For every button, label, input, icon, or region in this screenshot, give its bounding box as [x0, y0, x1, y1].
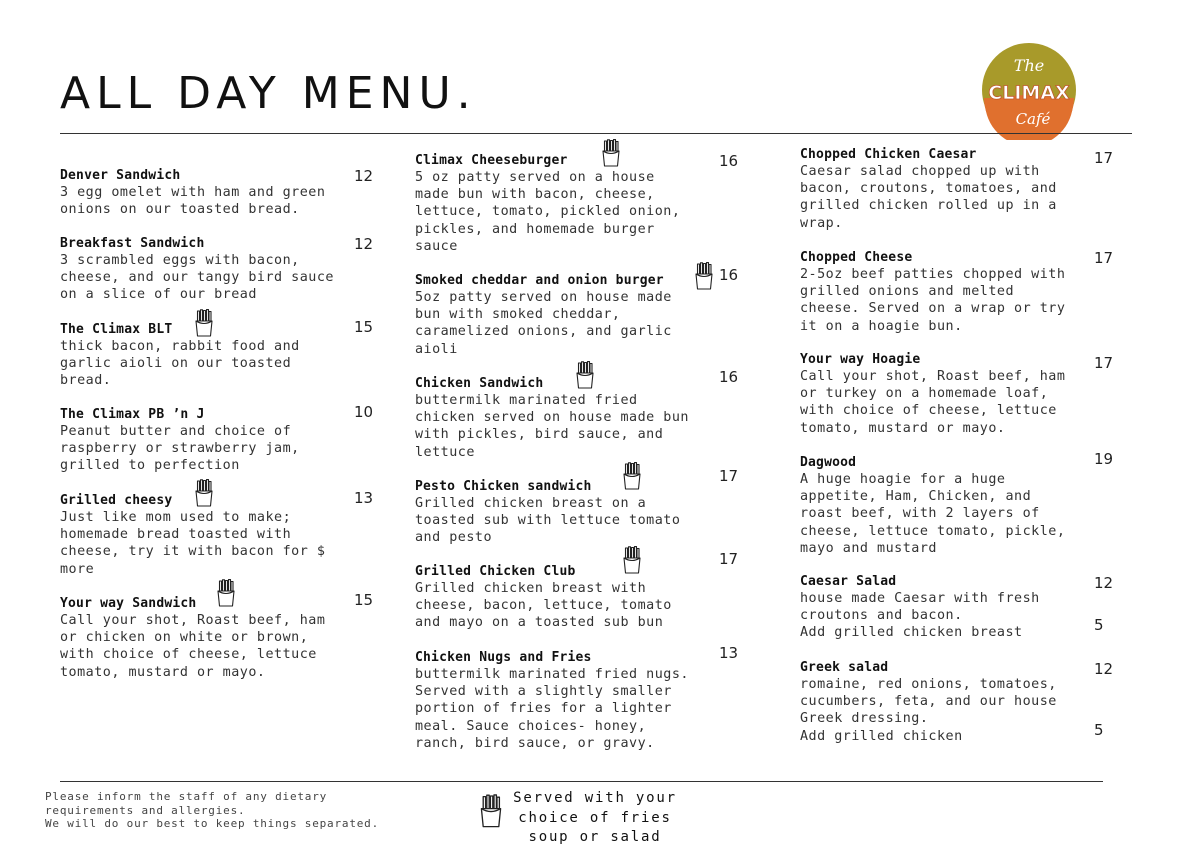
item-price: 12 [1094, 574, 1114, 592]
item-name: Chopped Cheese [800, 250, 913, 265]
fries-icon [575, 361, 595, 389]
menu-item-grilled-cheesy [60, 492, 325, 578]
item-description: buttermilk marinated fried nugs. Served with a slightly smaller portion of fries for a lighter meal. Sauce choices- honey, ranch, bird sauce, or gravy. [415, 667, 689, 751]
menu-item-dagwood [800, 454, 1065, 557]
item-name: The Climax PB ’n J [60, 407, 205, 422]
menu-item-your-way-sandwich [60, 595, 325, 681]
menu-title: ALL DAY MENU. [60, 68, 477, 119]
item-price: 12 [354, 167, 374, 185]
item-description: thick bacon, rabbit food and garlic aioli on our toasted bread. [60, 339, 300, 389]
menu-item-smoked-cheddar-onion-burger [415, 272, 672, 358]
item-name: Grilled Chicken Club [415, 564, 576, 579]
climax-cafe-logo [979, 40, 1079, 140]
menu-item-denver-sandwich [60, 167, 325, 218]
menu-item-chicken-nugs-and-fries [415, 649, 689, 752]
allergy-note: Please inform the staff of any dietary requirements and allergies. We will do our best to keep things separated. [45, 790, 380, 830]
item-price: 16 [719, 368, 739, 386]
served-with-note: Served with your choice of fries soup or salad [513, 790, 677, 845]
item-name: Caesar Salad [800, 574, 897, 589]
item-name: Chicken Nugs and Fries [415, 650, 592, 665]
item-price: 16 [719, 266, 739, 284]
menu-item-breakfast-sandwich [60, 235, 334, 304]
item-description: 5oz patty served on house made bun with smoked cheddar, caramelized onions, and garlic aioli [415, 290, 672, 357]
item-price: 13 [354, 489, 374, 507]
item-price: 12 [354, 235, 374, 253]
menu-item-climax-cheeseburger [415, 152, 680, 255]
item-price: 15 [354, 591, 374, 609]
addon-price: 5 [1094, 616, 1104, 634]
item-description: 3 scrambled eggs with bacon, cheese, and our tangy bird sauce on a slice of our bread [60, 253, 334, 303]
item-price: 17 [1094, 249, 1114, 267]
menu-item-chopped-cheese [800, 249, 1065, 335]
item-price: 13 [719, 644, 739, 662]
addon-price: 5 [1094, 721, 1104, 739]
fries-icon [479, 794, 503, 828]
fries-icon [601, 139, 621, 167]
item-description: Call your shot, Roast beef, ham or chicken on white or brown, with choice of cheese, lettuce tomato, mustard or mayo. [60, 613, 326, 680]
item-description: Just like mom used to make; homemade bread toasted with cheese, try it with bacon for $ more [60, 510, 326, 577]
fries-icon [694, 262, 714, 290]
svg-text:Café: Café [1015, 110, 1051, 128]
menu-item-caesar-salad [800, 573, 1040, 642]
item-name: Your way Hoagie [800, 352, 921, 367]
item-name: The Climax BLT [60, 322, 173, 337]
menu-item-chopped-chicken-caesar [800, 146, 1057, 232]
item-description: Caesar salad chopped up with bacon, croutons, tomatoes, and grilled chicken rolled up in a wrap. [800, 164, 1057, 231]
menu-item-chicken-sandwich [415, 375, 689, 461]
item-price: 10 [354, 403, 374, 421]
item-description: Call your shot, Roast beef, ham or turkey on a homemade loaf, with choice of cheese, lettuce tomato, mustard or mayo. [800, 369, 1066, 436]
item-name: Grilled cheesy [60, 493, 173, 508]
item-price: 15 [354, 318, 374, 336]
item-name: Greek salad [800, 660, 889, 675]
footer-divider [60, 781, 1103, 782]
fries-icon [622, 546, 642, 574]
item-price: 16 [719, 152, 739, 170]
fries-icon [216, 579, 236, 607]
item-name: Your way Sandwich [60, 596, 197, 611]
item-name: Climax Cheeseburger [415, 153, 568, 168]
item-description: Peanut butter and choice of raspberry or strawberry jam, grilled to perfection [60, 424, 300, 474]
item-description: romaine, red onions, tomatoes, cucumbers, feta, and our house Greek dressing. Add grilled chicken [800, 677, 1057, 744]
item-description: 3 egg omelet with ham and green onions on our toasted bread. [60, 185, 326, 218]
item-description: 2-5oz beef patties chopped with grilled onions and melted cheese. Served on a wrap or try it on a hoagie bun. [800, 267, 1066, 334]
item-name: Pesto Chicken sandwich [415, 479, 592, 494]
item-price: 17 [1094, 354, 1114, 372]
item-name: Chopped Chicken Caesar [800, 147, 977, 162]
item-name: Dagwood [800, 455, 857, 470]
item-description: Grilled chicken breast with cheese, bacon, lettuce, tomato and mayo on a toasted sub bun [415, 581, 672, 631]
item-description: Grilled chicken breast on a toasted sub with lettuce tomato and pesto [415, 496, 681, 546]
svg-text:CLIMAX: CLIMAX [988, 82, 1070, 104]
fries-icon [194, 479, 214, 507]
item-name: Denver Sandwich [60, 168, 181, 183]
item-description: A huge hoagie for a huge appetite, Ham, Chicken, and roast beef, with 2 layers of cheese, lettuce tomato, pickle, mayo and mustard [800, 472, 1066, 556]
item-name: Chicken Sandwich [415, 376, 544, 391]
menu-item-climax-pb-n-j [60, 406, 300, 475]
item-description: house made Caesar with fresh croutons and bacon. Add grilled chicken breast [800, 591, 1040, 641]
item-price: 17 [719, 550, 739, 568]
item-price: 19 [1094, 450, 1114, 468]
item-description: buttermilk marinated fried chicken served on house made bun with pickles, bird sauce, and lettuce [415, 393, 689, 460]
item-price: 17 [1094, 149, 1114, 167]
menu-item-greek-salad [800, 659, 1057, 745]
fries-icon [622, 462, 642, 490]
item-price: 12 [1094, 660, 1114, 678]
menu-item-climax-blt [60, 321, 300, 390]
svg-text:The: The [1013, 56, 1045, 75]
item-name: Smoked cheddar and onion burger [415, 273, 664, 288]
item-description: 5 oz patty served on a house made bun with bacon, cheese, lettuce, tomato, pickled onion, pickles, and homemade burger sauce [415, 170, 681, 254]
fries-icon [194, 309, 214, 337]
menu-item-your-way-hoagie [800, 351, 1065, 437]
item-price: 17 [719, 467, 739, 485]
item-name: Breakfast Sandwich [60, 236, 205, 251]
title-divider [60, 133, 1132, 134]
